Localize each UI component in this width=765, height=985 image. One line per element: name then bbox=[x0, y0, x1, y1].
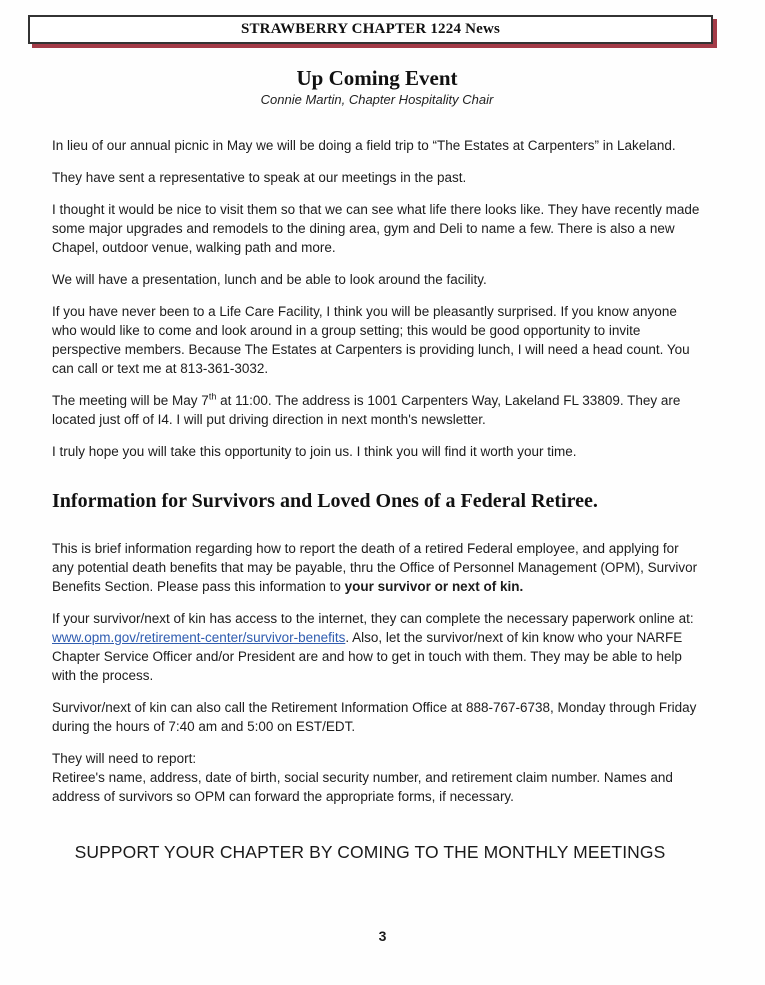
page-content bbox=[52, 66, 702, 806]
narfe-chapter-text: . Also, let the survivor/next of kin know who your NARFE Chapter Service Officer and/or President are and how to get in touch with them. They may be able to help with the process. bbox=[52, 630, 683, 683]
meeting-date-text: The meeting will be May 7 bbox=[52, 393, 209, 408]
ordinal-suffix: th bbox=[208, 391, 217, 402]
event-paragraph-7: I truly hope you will take this opportunity to join us. I think you will find it worth your time. bbox=[52, 444, 577, 459]
survivor-info-section bbox=[52, 489, 702, 806]
newsletter-masthead bbox=[28, 15, 713, 44]
event-paragraph-2: They have sent a representative to speak at our meetings in the past. bbox=[52, 170, 467, 185]
masthead-title: STRAWBERRY CHAPTER 1224 News bbox=[240, 21, 501, 37]
survivor-intro-text: This is brief information regarding how to report the death of a retired Federal employee, and applying for any potential death benefits that may be payable, thru the Office of Personnel Management (OPM), Survivor Benefits Section. Please pass this information to bbox=[52, 541, 698, 594]
footer-banner: SUPPORT YOUR CHAPTER BY COMING TO THE MONTHLY MEETINGS bbox=[74, 842, 666, 862]
survivor-paragraph-1 bbox=[52, 539, 702, 596]
report-items-text: Retiree's name, address, date of birth, social security number, and retirement claim number. Names and address of survivors so OPM can forward the appropriate forms, if necessary. bbox=[52, 770, 673, 804]
report-items-label: They will need to report: bbox=[52, 751, 197, 766]
online-paperwork-text: If your survivor/next of kin has access to the internet, they can complete the necessary paperwork online at: bbox=[52, 611, 694, 626]
upcoming-event-section bbox=[52, 66, 702, 461]
survivor-paragraph-4 bbox=[52, 749, 702, 806]
event-paragraph-6 bbox=[52, 391, 702, 429]
survivor-paragraph-3: Survivor/next of kin can also call the Retirement Information Office at 888-767-6738, Monday through Friday during the hours of 7:40 am and 5:00 on EST/EDT. bbox=[52, 700, 697, 734]
event-section-title: Up Coming Event bbox=[296, 66, 458, 90]
page-number: 3 bbox=[378, 928, 387, 944]
opm-survivor-benefits-link[interactable]: www.opm.gov/retirement-center/survivor-benefits bbox=[52, 630, 346, 645]
survivor-section-title: Information for Survivors and Loved Ones of a Federal Retiree. bbox=[52, 490, 598, 512]
event-paragraph-4: We will have a presentation, lunch and be able to look around the facility. bbox=[52, 272, 487, 287]
meeting-address-text: at 11:00. The address is 1001 Carpenters Way, Lakeland FL 33809. They are located just off of I4. I will put driving direction in next month's newsletter. bbox=[52, 393, 681, 427]
event-byline: Connie Martin, Chapter Hospitality Chair bbox=[260, 92, 494, 107]
event-paragraph-1: In lieu of our annual picnic in May we will be doing a field trip to “The Estates at Carpenters” in Lakeland. bbox=[52, 138, 676, 153]
survivor-paragraph-2 bbox=[52, 609, 702, 685]
event-paragraph-3: I thought it would be nice to visit them so that we can see what life there looks like. They have recently made some major upgrades and remodels to the dining area, gym and Deli to name a few. There is also a new Chapel, outdoor venue, walking path and more. bbox=[52, 202, 700, 255]
event-paragraph-5: If you have never been to a Life Care Facility, I think you will be pleasantly surprised. If you know anyone who would like to come and look around in a group setting; this would be good opportunity to invite perspective members. Because The Estates at Carpenters is providing lunch, I will need a head count. You can call or text me at 813-361-3032. bbox=[52, 304, 690, 376]
survivor-bold-phrase: your survivor or next of kin. bbox=[344, 579, 524, 594]
